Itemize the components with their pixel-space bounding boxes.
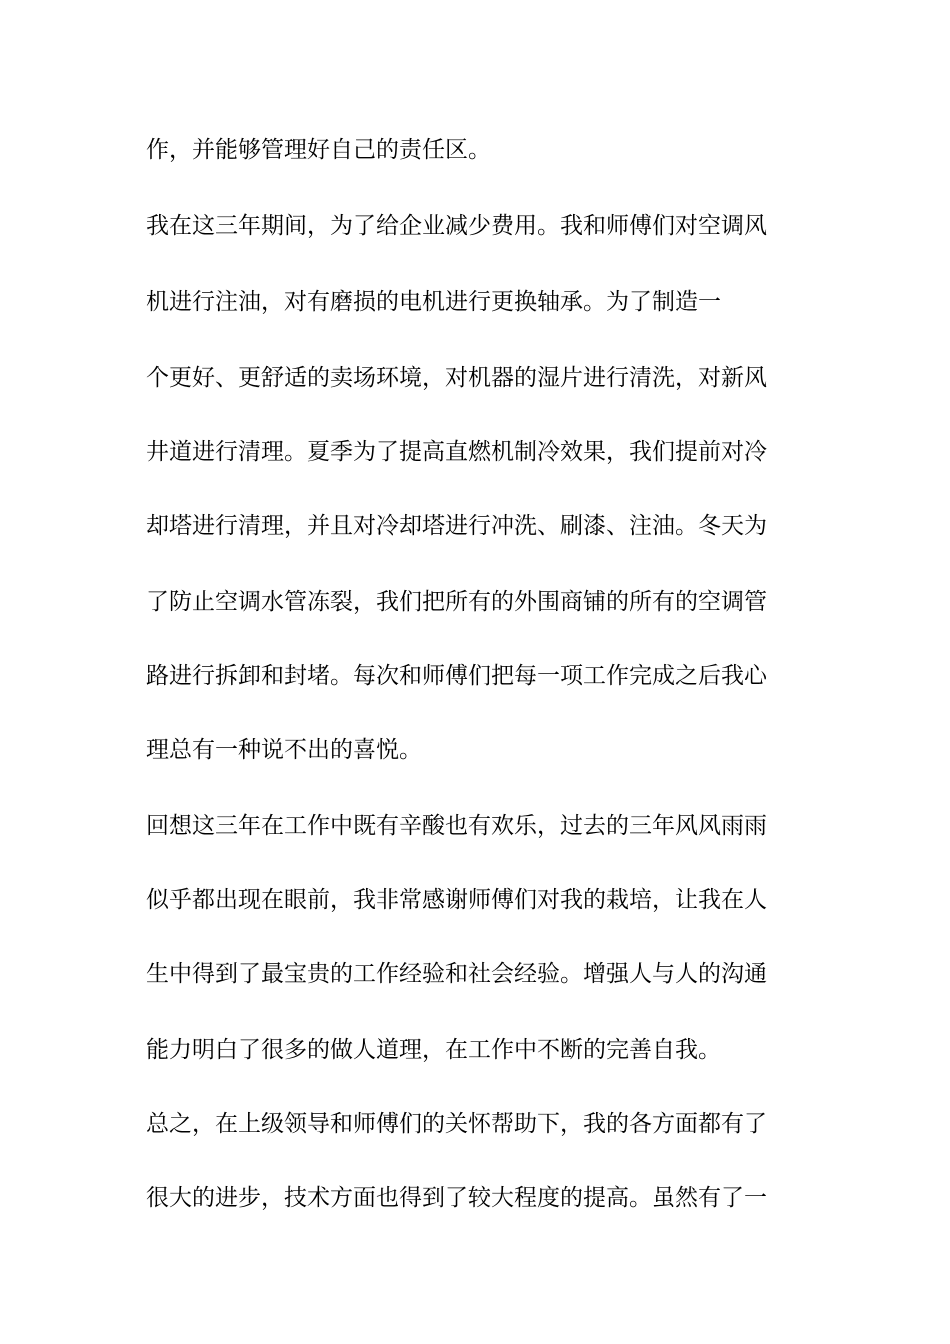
text-line: 个更好、更舒适的卖场环境，对机器的湿片进行清洗，对新风 bbox=[146, 365, 767, 391]
text-line: 了防止空调水管冻裂，我们把所有的外围商铺的所有的空调管 bbox=[146, 589, 767, 615]
text-line: 却塔进行清理，并且对冷却塔进行冲洗、刷漆、注油。冬天为 bbox=[146, 513, 767, 539]
text-line: 生中得到了最宝贵的工作经验和社会经验。增强人与人的沟通 bbox=[146, 961, 767, 987]
text-line: 能力明白了很多的做人道理，在工作中不断的完善自我。 bbox=[146, 1037, 721, 1063]
text-line: 总之，在上级领导和师傅们的关怀帮助下，我的各方面都有了 bbox=[146, 1111, 767, 1137]
text-line: 似乎都出现在眼前，我非常感谢师傅们对我的栽培，让我在人 bbox=[146, 887, 767, 913]
text-line: 路进行拆卸和封堵。每次和师傅们把每一项工作完成之后我心 bbox=[146, 663, 767, 689]
text-line: 很大的进步，技术方面也得到了较大程度的提高。虽然有了一 bbox=[146, 1185, 767, 1211]
text-line: 理总有一种说不出的喜悦。 bbox=[146, 737, 422, 763]
text-line: 作，并能够管理好自己的责任区。 bbox=[146, 137, 491, 163]
text-line: 机进行注油，对有磨损的电机进行更换轴承。为了制造一 bbox=[146, 289, 721, 315]
text-line: 井道进行清理。夏季为了提高直燃机制冷效果，我们提前对冷 bbox=[146, 439, 767, 465]
text-line: 我在这三年期间，为了给企业减少费用。我和师傅们对空调风 bbox=[146, 213, 767, 239]
text-line: 回想这三年在工作中既有辛酸也有欢乐，过去的三年风风雨雨 bbox=[146, 813, 767, 839]
